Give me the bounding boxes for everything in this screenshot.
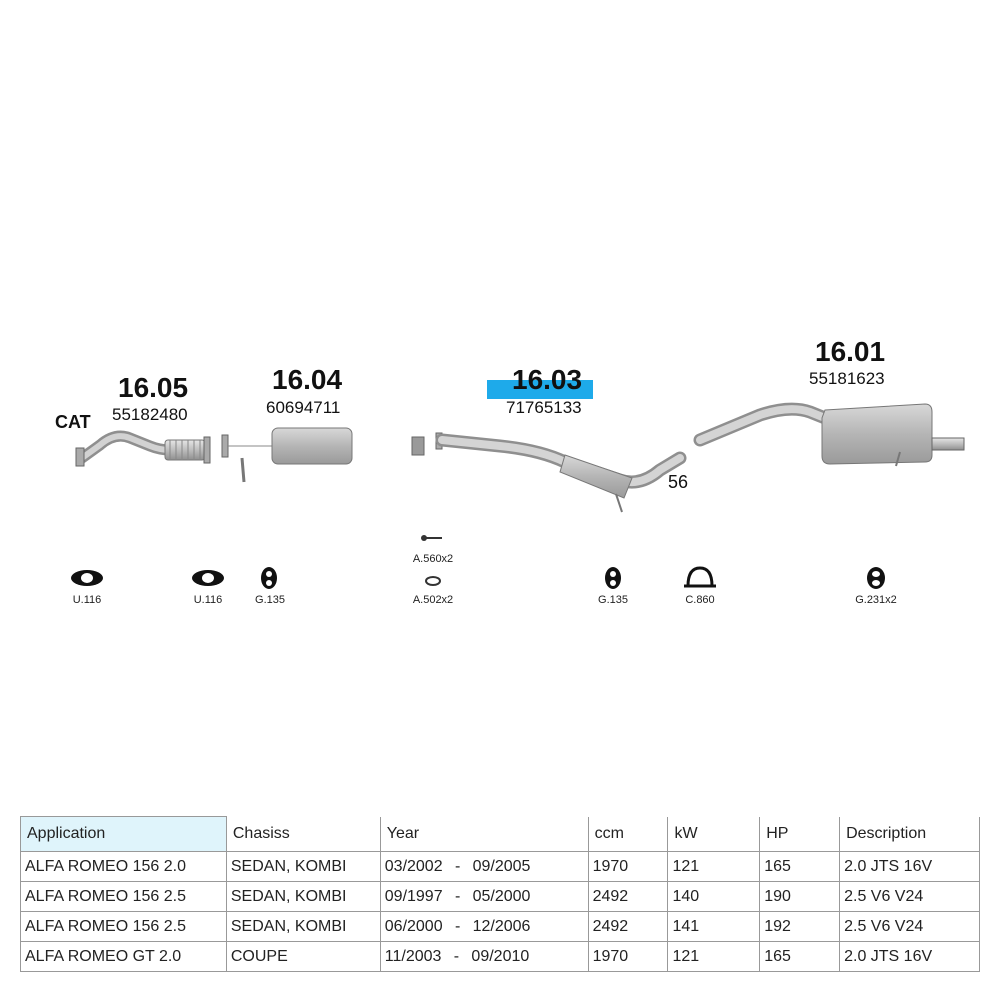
- part-16-03-pipe[interactable]: [436, 433, 680, 512]
- table-header-row: [21, 817, 980, 852]
- cell-chassis: SEDAN, KOMBI: [226, 912, 380, 942]
- accessory-label: A.502x2: [412, 594, 454, 606]
- year-separator: -: [454, 917, 461, 935]
- column-header-ccm[interactable]: ccm: [588, 817, 668, 852]
- accessory-label: U.116: [193, 594, 223, 606]
- cell-ccm: 2492: [588, 912, 668, 942]
- year-from: 06/2000: [384, 917, 443, 935]
- cell-year: [380, 852, 588, 882]
- table-row[interactable]: [21, 882, 980, 912]
- accessory-label: C.860: [685, 594, 715, 606]
- application-table: [20, 816, 980, 972]
- column-header-year[interactable]: Year: [380, 817, 588, 852]
- part-16-04-middle-silencer[interactable]: [222, 428, 425, 482]
- rubber-hanger-icon: [867, 567, 885, 589]
- cell-kw: 140: [668, 882, 760, 912]
- cell-description: 2.5 V6 V24: [840, 882, 980, 912]
- part-number-16-01: 16.01: [815, 336, 886, 367]
- cell-ccm: 1970: [588, 852, 668, 882]
- cell-application: ALFA ROMEO 156 2.5: [21, 912, 227, 942]
- cell-kw: 121: [668, 942, 760, 972]
- year-from: 11/2003: [384, 947, 442, 965]
- cell-application: ALFA ROMEO GT 2.0: [21, 942, 227, 972]
- cell-hp: 190: [760, 882, 840, 912]
- accessory-label: G.135: [598, 594, 628, 606]
- year-to: 09/2005: [472, 857, 531, 875]
- partial-clipped-label: 56: [668, 472, 689, 492]
- table-row[interactable]: [21, 852, 980, 882]
- bolt-icon: [421, 535, 442, 541]
- year-to: 05/2000: [472, 887, 531, 905]
- accessory-label: U.116: [72, 594, 102, 606]
- cell-hp: 165: [760, 942, 840, 972]
- oem-number-16-01: 55181623: [809, 369, 885, 388]
- cat-label: CAT: [55, 412, 91, 432]
- cell-hp: 165: [760, 852, 840, 882]
- cell-chassis: SEDAN, KOMBI: [226, 882, 380, 912]
- part-number-16-04: 16.04: [272, 364, 343, 395]
- cell-description: 2.5 V6 V24: [840, 912, 980, 942]
- cell-chassis: SEDAN, KOMBI: [226, 852, 380, 882]
- year-separator: -: [453, 947, 460, 965]
- nut-icon: [426, 577, 440, 585]
- accessory-label: G.135: [255, 594, 285, 606]
- cell-kw: 141: [668, 912, 760, 942]
- rubber-hanger-icon: [605, 567, 621, 589]
- column-header-description[interactable]: Description: [840, 817, 980, 852]
- table-row[interactable]: [21, 942, 980, 972]
- column-header-hp[interactable]: HP: [760, 817, 840, 852]
- oem-number-16-03: 71765133: [506, 398, 582, 417]
- part-16-01-rear-silencer[interactable]: [700, 404, 964, 466]
- year-from: 03/2002: [384, 857, 443, 875]
- year-separator: -: [454, 887, 461, 905]
- part-number-16-03: 16.03: [512, 364, 583, 395]
- flange-gasket-icon: [192, 570, 224, 586]
- table-row[interactable]: [21, 912, 980, 942]
- cell-hp: 192: [760, 912, 840, 942]
- cell-application: ALFA ROMEO 156 2.0: [21, 852, 227, 882]
- year-to: 09/2010: [471, 947, 530, 965]
- part-number-16-05: 16.05: [118, 372, 189, 403]
- year-from: 09/1997: [384, 887, 443, 905]
- rubber-hanger-icon: [261, 567, 277, 589]
- cell-application: ALFA ROMEO 156 2.5: [21, 882, 227, 912]
- cell-year: [380, 942, 588, 972]
- cell-ccm: 2492: [588, 882, 668, 912]
- cell-chassis: COUPE: [226, 942, 380, 972]
- cell-year: [380, 882, 588, 912]
- clamp-icon: [684, 568, 716, 586]
- flange-gasket-icon: [71, 570, 103, 586]
- year-separator: -: [454, 857, 461, 875]
- column-header-kw[interactable]: kW: [668, 817, 760, 852]
- cell-year: [380, 912, 588, 942]
- accessory-label: G.231x2: [855, 594, 897, 606]
- column-header-application[interactable]: Application: [21, 817, 227, 852]
- cell-description: 2.0 JTS 16V: [840, 852, 980, 882]
- oem-number-16-04: 60694711: [266, 398, 341, 417]
- cell-kw: 121: [668, 852, 760, 882]
- cell-ccm: 1970: [588, 942, 668, 972]
- cell-description: 2.0 JTS 16V: [840, 942, 980, 972]
- column-header-chassis[interactable]: Chasiss: [226, 817, 380, 852]
- part-16-05-pipe[interactable]: [76, 436, 210, 466]
- year-to: 12/2006: [472, 917, 531, 935]
- oem-number-16-05: 55182480: [112, 405, 188, 424]
- accessory-label: A.560x2: [412, 553, 454, 565]
